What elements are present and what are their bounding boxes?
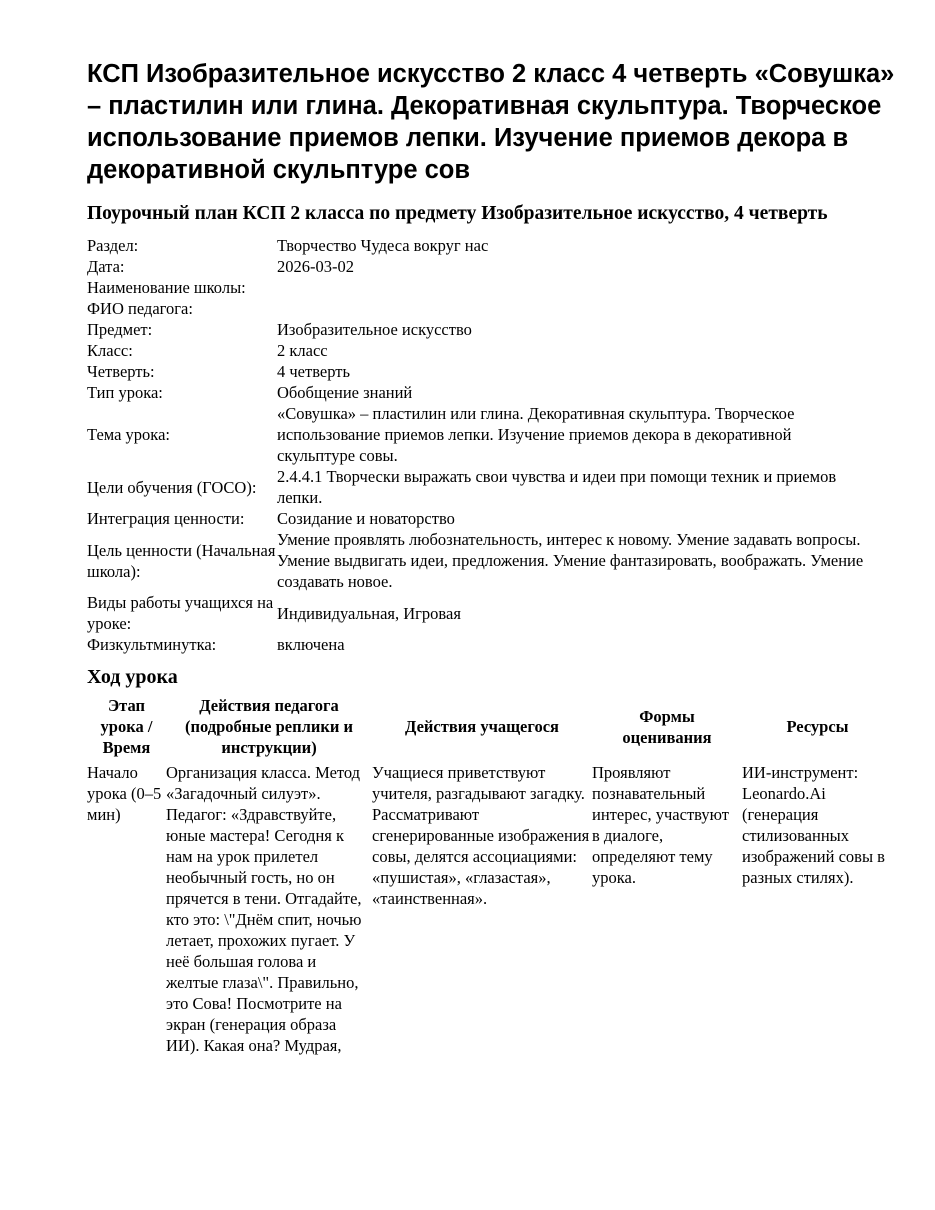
info-label: Интеграция ценности: bbox=[87, 509, 245, 528]
info-value: 2 класс bbox=[277, 341, 328, 360]
info-label: Цель ценности (Начальная школа): bbox=[87, 540, 276, 581]
info-value: 4 четверть bbox=[277, 362, 350, 381]
info-label: Виды работы учащихся на уроке: bbox=[87, 593, 274, 633]
info-label: Физкультминутка: bbox=[87, 635, 217, 654]
info-row bbox=[87, 634, 867, 655]
info-row bbox=[87, 298, 867, 319]
info-value: 2026-03-02 bbox=[277, 257, 354, 276]
info-row bbox=[87, 592, 867, 634]
info-label: Тип урока: bbox=[87, 383, 163, 402]
info-row bbox=[87, 277, 867, 298]
cell-resources: ИИ-инструмент: Leonardo.Ai (генерация стилизованных изображений совы в разных стилях). bbox=[742, 763, 885, 887]
header-stage: Этап урока / Время bbox=[100, 696, 153, 757]
info-value bbox=[277, 277, 867, 298]
cell-student: Учащиеся приветствуют учителя, разгадывают загадку. Рассматривают сгенерированные изображения совы, делятся ассоциациями: «пушистая», «глазастая», «таинственная». bbox=[372, 763, 590, 908]
info-label: Цели обучения (ГОСО): bbox=[87, 477, 257, 497]
info-row bbox=[87, 340, 867, 361]
info-label: Предмет: bbox=[87, 320, 153, 339]
info-label: Раздел: bbox=[87, 236, 139, 255]
info-value: Творчество Чудеса вокруг нас bbox=[277, 236, 489, 255]
info-value: Созидание и новаторство bbox=[277, 509, 455, 528]
info-value: включена bbox=[277, 635, 345, 654]
info-row bbox=[87, 508, 867, 529]
info-label: Тема урока: bbox=[87, 425, 170, 444]
lesson-course-table bbox=[87, 695, 893, 1056]
info-value: Индивидуальная, Игровая bbox=[277, 603, 461, 623]
info-value: Обобщение знаний bbox=[277, 383, 413, 402]
header-teacher: Действия педагога (подробные реплики и инструкции) bbox=[184, 696, 354, 757]
course-heading: Ход урока bbox=[87, 666, 178, 688]
info-row bbox=[87, 256, 867, 277]
info-label: Класс: bbox=[87, 341, 133, 360]
info-label: Наименование школы: bbox=[87, 278, 246, 297]
info-row bbox=[87, 403, 867, 466]
info-value: «Совушка» – пластилин или глина. Декоративная скульптура. Творческое использование приемов лепки. Изучение приемов декора в декоративной скульптуре совы. bbox=[277, 404, 795, 465]
cell-stage: Начало урока (0–5 мин) bbox=[87, 763, 162, 824]
header-resources: Ресурсы bbox=[786, 717, 849, 736]
info-value bbox=[277, 298, 867, 319]
info-row bbox=[87, 361, 867, 382]
info-row bbox=[87, 466, 867, 508]
info-row bbox=[87, 235, 867, 256]
info-row bbox=[87, 382, 867, 403]
table-header-row bbox=[87, 695, 893, 762]
document-page bbox=[87, 58, 902, 1056]
info-label: ФИО педагога: bbox=[87, 299, 193, 318]
header-assessment: Формы оценивания bbox=[622, 706, 712, 747]
info-label: Четверть: bbox=[87, 362, 155, 381]
info-row bbox=[87, 319, 867, 340]
lesson-info-table bbox=[87, 235, 867, 655]
document-subtitle: Поурочный план КСП 2 класса по предмету Изобразительное искусство, 4 четверть bbox=[87, 203, 828, 224]
document-title: КСП Изобразительное искусство 2 класс 4 четверть «Совушка» – пластилин или глина. Декоративная скульптура. Творческое использование приемов лепки. Изучение приемов декора в декоративной скульптуре сов bbox=[87, 60, 895, 184]
info-row bbox=[87, 529, 867, 592]
cell-assessment: Проявляют познавательный интерес, участвуют в диалоге, определяют тему урока. bbox=[592, 763, 729, 887]
cell-teacher: Организация класса. Метод «Загадочный силуэт». Педагог: «Здравствуйте, юные мастера! Сегодня к нам на урок прилетел необычный гость, но он прячется в тени. Отгадайте, кто это: \"Днём спит, ночью летает, прохожих пугает. У неё большая голова и желтые глаза\". Правильно, это Сова! Посмотрите на экран (генерация образа ИИ). Какая она? Мудрая, bbox=[166, 763, 362, 1055]
info-value: 2.4.4.1 Творчески выражать свои чувства и идеи при помощи техник и приемов лепки. bbox=[277, 467, 837, 507]
info-value: Умение проявлять любознательность, интерес к новому. Умение задавать вопросы. Умение выдвигать идеи, предложения. Умение фантазировать, воображать. Умение создавать новое. bbox=[277, 530, 864, 591]
header-student: Действия учащегося bbox=[405, 717, 559, 736]
table-row bbox=[87, 762, 893, 1056]
info-label: Дата: bbox=[87, 257, 125, 276]
info-value: Изобразительное искусство bbox=[277, 320, 472, 339]
